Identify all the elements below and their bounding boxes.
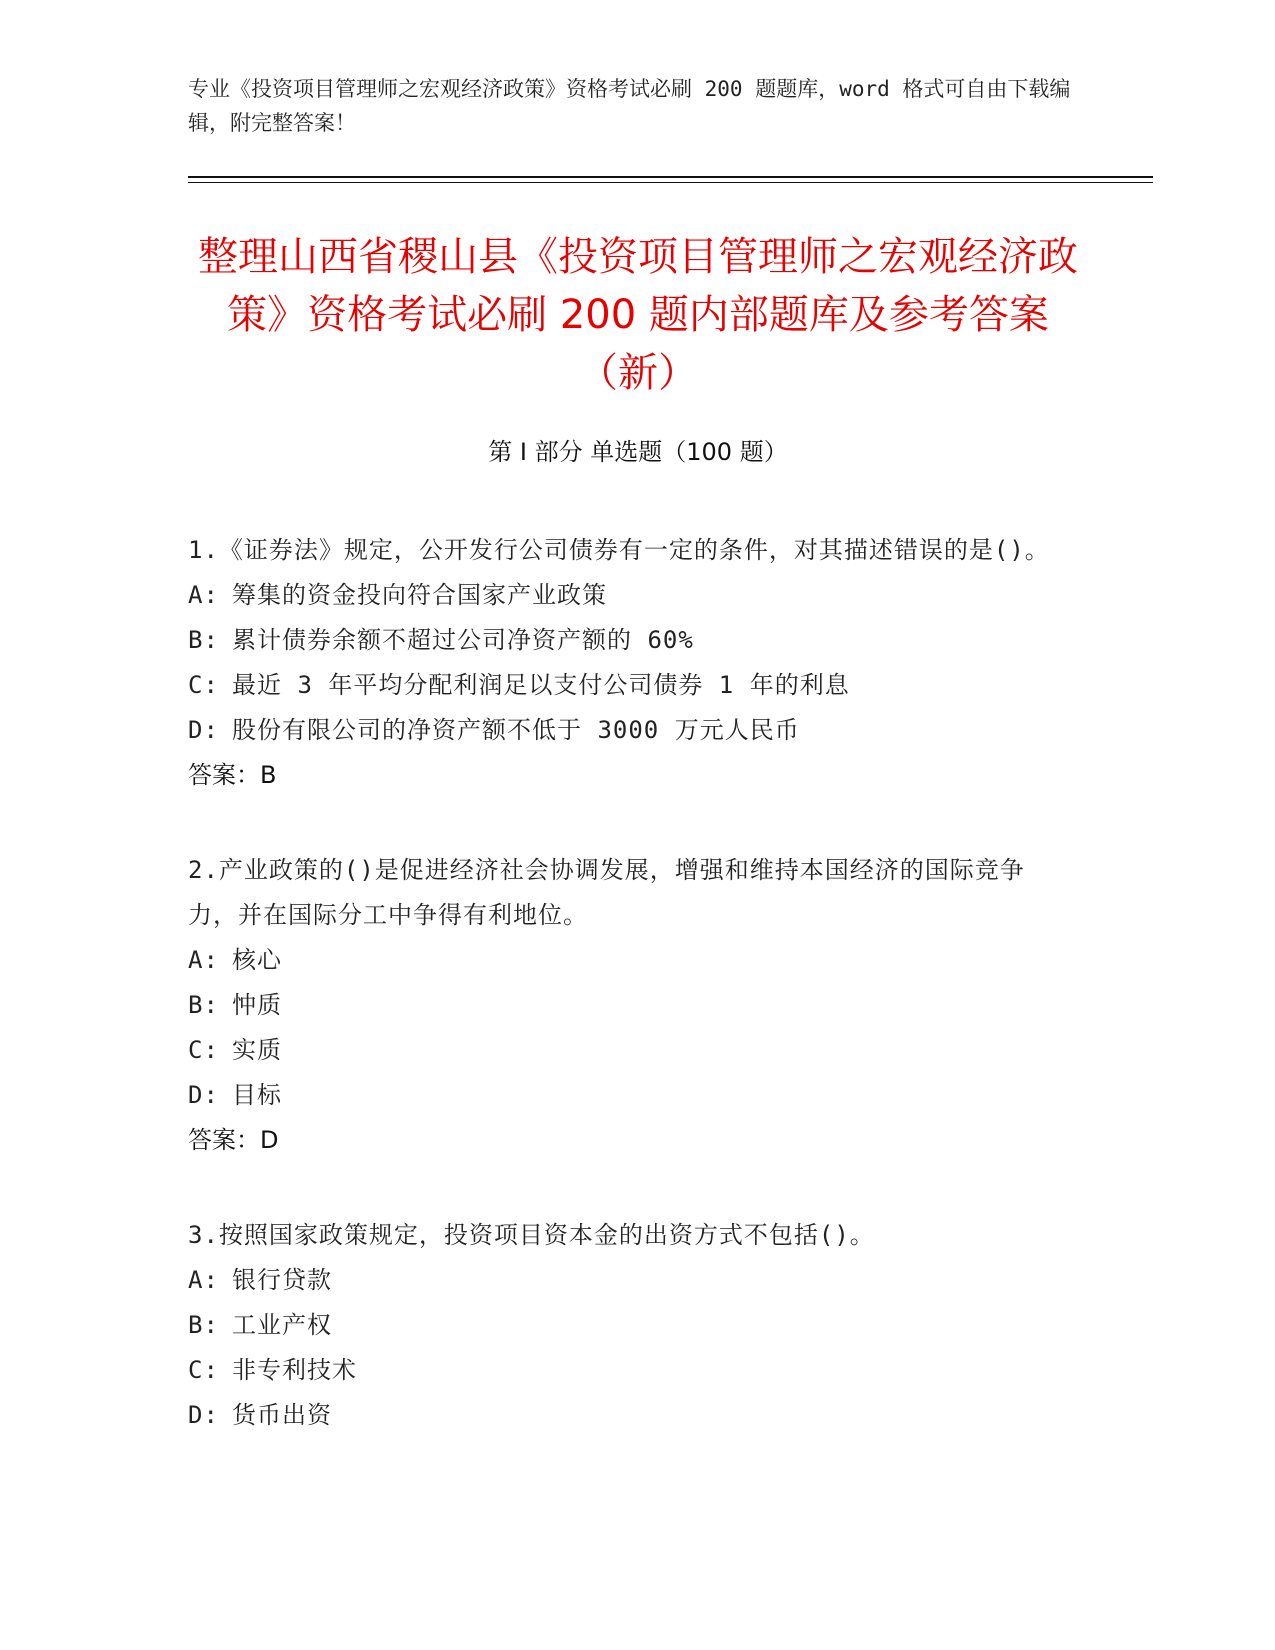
option-b [188,1303,1058,1348]
option-letter: B: [188,1311,219,1339]
question-1 [188,528,1058,798]
option-letter: C: [188,671,219,699]
question-list [188,528,1058,1488]
option-letter: D: [188,716,219,744]
option-letter: D: [188,1401,219,1429]
option-letter: D: [188,1081,219,1109]
header-note: 专业《投资项目管理师之宏观经济政策》资格考试必刷 200 题题库，word 格式可自由下载编辑，附完整答案！ [188,77,1071,135]
option-letter: B: [188,991,219,1019]
question-2 [188,848,1058,1163]
section-heading: 第 I 部分 单选题（100 题） [488,438,788,466]
option-text: 股份有限公司的净资产额不低于 3000 万元人民币 [232,716,800,744]
option-b [188,618,1058,663]
question-stem: 3.按照国家政策规定，投资项目资本金的出资方式不包括()。 [188,1221,875,1249]
option-text: 非专利技术 [232,1356,357,1384]
option-d [188,1073,1058,1118]
option-letter: A: [188,946,219,974]
option-letter: A: [188,581,219,609]
option-letter: C: [188,1356,219,1384]
option-d [188,708,1058,753]
option-c [188,663,1058,708]
option-text: 工业产权 [232,1311,332,1339]
question-stem: 2.产业政策的()是促进经济社会协调发展，增强和维持本国经济的国际竞争力，并在国际分工中争得有利地位。 [188,856,1025,929]
option-letter: C: [188,1036,219,1064]
option-a [188,1258,1058,1303]
option-text: 银行贷款 [232,1266,332,1294]
option-text: 核心 [232,946,282,974]
option-text: 货币出资 [232,1401,332,1429]
option-text: 实质 [232,1036,282,1064]
option-letter: B: [188,626,219,654]
document-title: 整理山西省稷山县《投资项目管理师之宏观经济政策》资格考试必刷 200 题内部题库及参考答案（新） [198,234,1078,396]
option-b [188,983,1058,1028]
question-stem: 1.《证券法》规定，公开发行公司债券有一定的条件，对其描述错误的是()。 [188,536,1050,564]
header-rule-thick [188,176,1153,178]
option-c [188,1028,1058,1073]
option-letter: A: [188,1266,219,1294]
option-text: 最近 3 年平均分配利润足以支付公司债券 1 年的利息 [232,671,850,699]
answer-line: 答案：B [188,761,277,789]
answer-line: 答案：D [188,1126,279,1154]
option-text: 筹集的资金投向符合国家产业政策 [232,581,607,609]
question-3 [188,1213,1058,1438]
option-text: 目标 [232,1081,282,1109]
option-text: 累计债券余额不超过公司净资产额的 60% [232,626,694,654]
option-c [188,1348,1058,1393]
option-text: 忡质 [232,991,282,1019]
option-d [188,1393,1058,1438]
option-a [188,573,1058,618]
header-rule-thin [188,182,1153,183]
option-a [188,938,1058,983]
